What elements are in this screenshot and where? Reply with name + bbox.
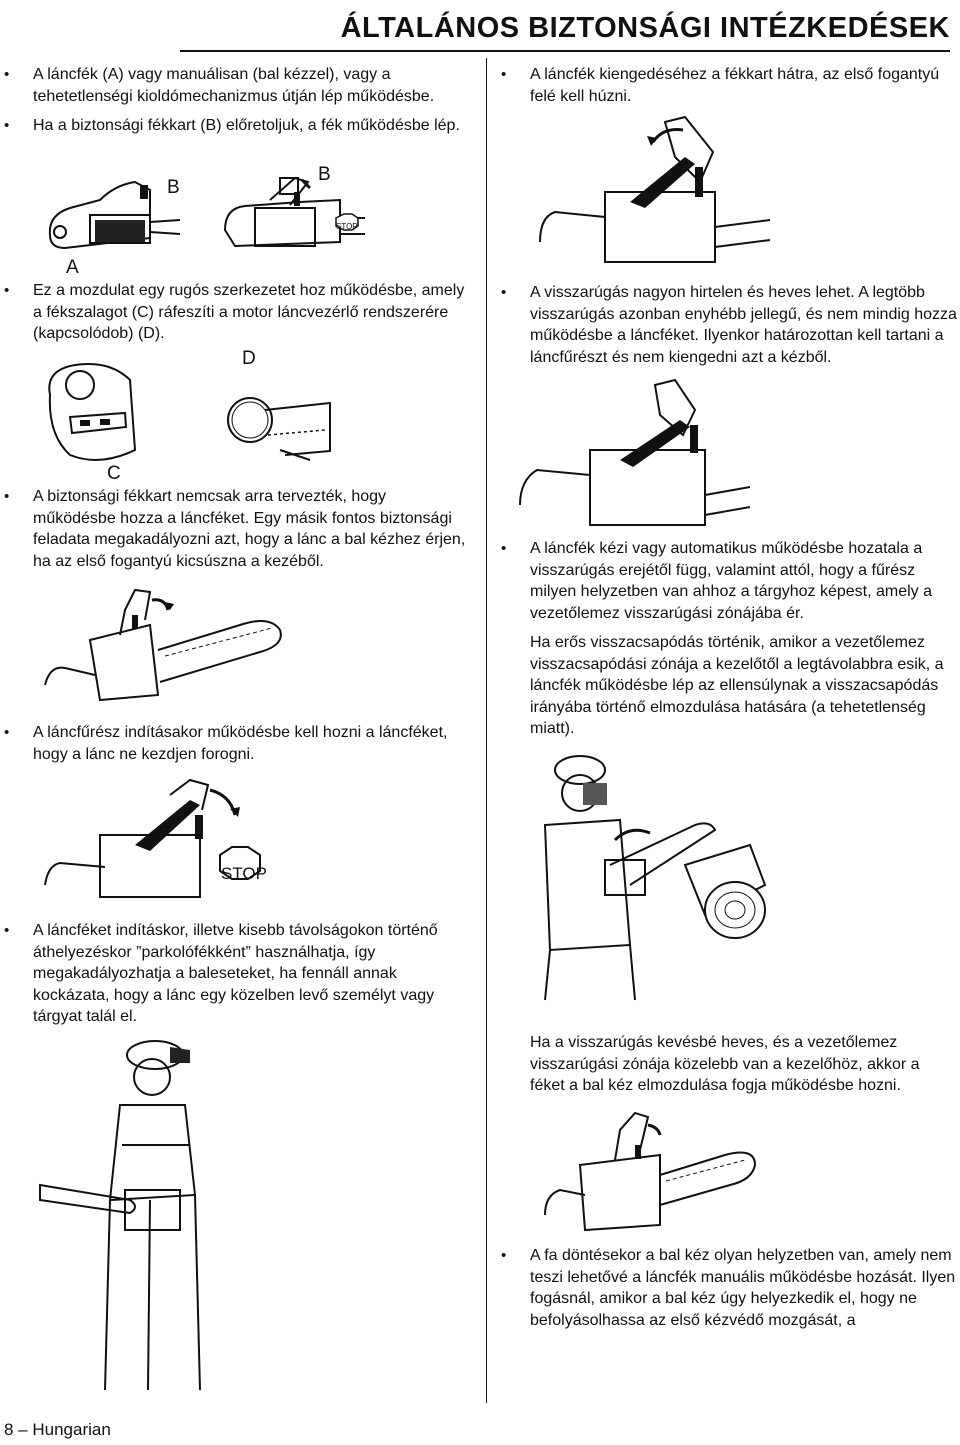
stop-sign-small-text: STOP [336,222,358,231]
title-underline [180,50,950,52]
right-bullet-2: • A visszarúgás nagyon hirtelen és heves lehet. A legtöbb visszarúgás azonban enyhébb jellegű, és nem mindig hozza működésbe a láncféket. Ilyenkor határozottan kell tartani a láncfűrészt és nem kiengedni azt a kézből. [497,282,957,368]
figure-label-b-right: B [318,164,331,185]
left-bullet-6: • A láncféket indításkor, illetve kisebb távolságokon történő áthelyezéskor ”parkolófékként” használhatja, így megakadályozhatja a baleseteket, ha fennáll annak kockázata, hogy a lánc egy közelben levő személyt vagy tárgyat talál el. [0,920,470,1028]
figure-left-hand-activates [540,1105,760,1235]
page-title: ÁLTALÁNOS BIZTONSÁGI INTÉZKEDÉSEK [340,12,950,44]
left-bullet-2: • Ha a biztonsági fékkart (B) előretoljuk, a fék működésbe lép. [0,115,470,137]
figure-kickback-saw [515,375,755,535]
figure-label-d: D [242,348,256,369]
figure-operator-carrying-saw [30,1035,230,1395]
figure-operator-kickback-log [535,745,775,1005]
right-bullet-3: • A láncfék kézi vagy automatikus működésbe hozatala a visszarúgás erejétől függ, valamint attól, hogy a fűrész milyen helyzetben van ahhoz a tárgyhoz képest, amely a vezetőlemez visszarúgási zónájába ér. [497,538,957,624]
left-bullet-1: • A láncfék (A) vagy manuálisan (bal kézzel), vagy a tehetetlenségi kioldómechanizmus útján lép működésbe. [0,64,470,107]
figure-brake-band-c-d [40,355,340,470]
figure-hand-contact-guard [40,580,300,710]
figure-label-c: C [107,463,121,484]
page-footer: 8 – Hungarian [4,1420,111,1439]
figure-chain-brake-start [40,775,280,905]
figure-label-a: A [66,257,79,278]
figure-label-b-left: B [167,177,180,198]
column-divider [486,58,487,1403]
right-paragraph-2: Ha a visszarúgás kevésbé heves, és a vezetőlemez visszarúgási zónája közelebb van a kezelőhöz, akkor a féket a bal kéz elmozdulása fogja működésbe hozni. [530,1034,920,1095]
stop-sign-text: STOP [221,864,267,883]
right-paragraph-1: Ha erős visszacsapódás történik, amikor a vezetőlemez visszacsapódási zónája a kezelőtől a legtávolabbra esik, a láncfék működésbe lép az ellensúlynak a visszacsapódás irányába történő elmozdulása hatására (a tehetetlenség miatt). [530,634,944,738]
left-bullet-4: • A biztonsági fékkart nemcsak arra tervezték, hogy működésbe hozza a láncféket. Egy másik fontos biztonsági feladata megakadályozni azt, hogy a lánc a bal kézhez érjen, ha az első fogantyú kicsúszna a kezéből. [0,486,470,572]
figure-release-brake [535,112,775,272]
left-bullet-3: • Ez a mozdulat egy rugós szerkezetet hoz működésbe, amely a fékszalagot (C) ráfeszíti a motor láncvezérlő rendszerére (kapcsolódob) (D). [0,280,470,345]
right-bullet-4: • A fa döntésekor a bal kéz olyan helyzetben van, amely nem teszi lehetővé a láncfék manuális működésbe hozását. Ilyen fogásnál, amikor a bal kéz úgy helyezkedik el, hogy ne befolyásolhassa az első kézvédő mozgását, a [497,1245,957,1331]
left-bullet-5: • A láncfűrész indításakor működésbe kell hozni a láncféket, hogy a lánc ne kezdjen forogni. [0,722,470,765]
right-bullet-1: • A láncfék kiengedéséhez a fékkart hátra, az első fogantyú felé kell húzni. [497,64,957,107]
